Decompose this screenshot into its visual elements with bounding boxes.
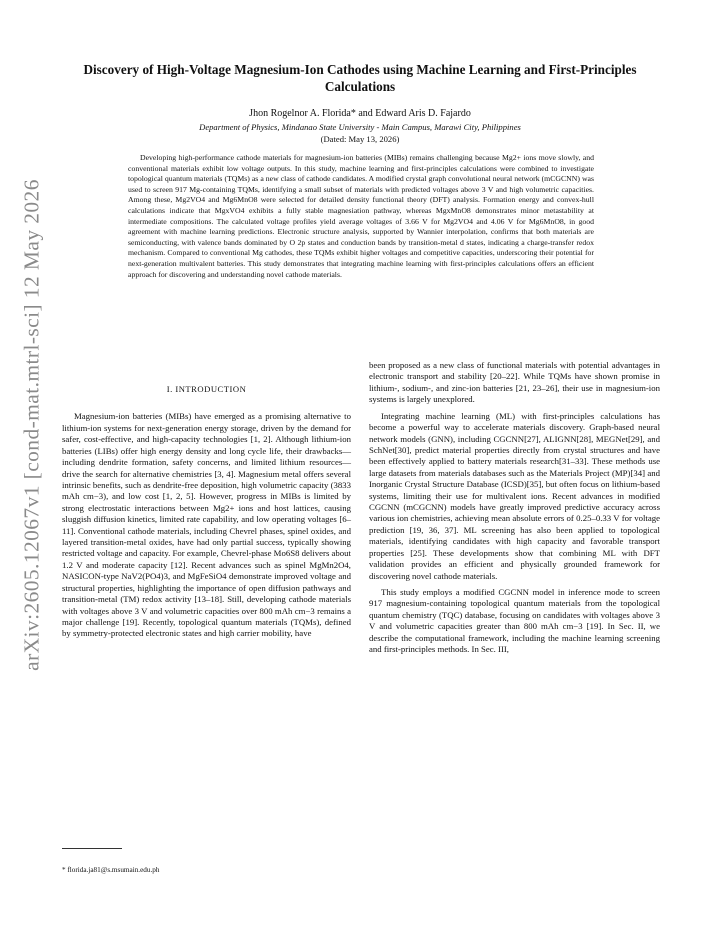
paragraph: Integrating machine learning (ML) with first-principles calculations has become a powerful way to accelerate materials discovery. Graph-based neural network models (GNN), including CGCNN[27], ALIGNN[28], MEGNet[29], and SchNet[30], predict material properties directly from crystal structures and have been effectively applied to battery materials research[31–33]. These methods use large datasets from materials databases such as the Materials Project (MP)[34] and Inorganic Crystal Structure Database (ICSD)[35], but often focus on lithium-based systems, limiting their use for multivalent ions. Recent advances in modified CGCNN (mCGCNN) models have greatly improved predictive accuracy across various ion chemistries, achieving mean absolute errors of 0.25–0.33 V for voltage prediction [19, 36, 37]. ML screening has also been applied to topological materials, identifying candidates with high capacity and favorable transport properties [25]. These developments show that combining ML with DFT validation provides an efficient and physically grounded framework for discovering novel cathode materials. (369, 410, 660, 581)
abstract: Developing high-performance cathode materials for magnesium-ion batteries (MIBs) remains challenging because Mg2+ ions move slowly, and conventional materials exhibit low voltage outputs. In this study, machine learning and first-principles calculations were combined to investigate topological quantum materials (TQMs) as a new class of cathode candidates. A modified crystal graph convolutional neural network (mCGCNN) was used to screen 917 Mg-containing TQMs, identifying a small subset of materials with predicted voltages above 3 V and high volumetric capacities. Among these, Mg2VO4 and Mg6MnO8 were selected for detailed density functional theory (DFT) analysis. Formation energy and convex-hull calculations indicate that MgxVO4 exhibits a fully stable magnesiation pathway, whereas MgxMnO8 demonstrates minor metastability at intermediate compositions. The calculated voltage profiles yield average voltages of 3.66 V for Mg2VO4 and 4.06 V for Mg6MnO8, in good agreement with machine learning predictions. Electronic structure analysis, supported by Wannier interpolation, confirms that both materials are semiconducting, with valence bands dominated by O 2p states and conduction bands by transition-metal d states, indicating a charge-transfer redox mechanism. Compared to conventional Mg cathodes, these TQMs exhibit higher voltages and competitive capacities, underscoring their potential for next-generation multivalent batteries. This study demonstrates that integrating machine learning with first-principles calculations offers an efficient approach for discovering and understanding novel cathode materials. (128, 153, 594, 279)
paragraph: been proposed as a new class of functional materials with potential advantages in electronic transport and stability [20–22]. While TQMs have shown promise in lithium-, sodium-, and zinc-ion batteries [21, 23–26], their use in magnesium-ion systems is largely unexplored. (369, 360, 660, 405)
footnote: * florida.ja81@s.msumain.edu.ph (62, 866, 160, 874)
left-column (62, 384, 351, 640)
paper-title: Discovery of High-Voltage Magnesium-Ion Cathodes using Machine Learning and First-Principles Calculations (83, 62, 637, 94)
arxiv-stamp (12, 179, 52, 671)
author-list: Jhon Rogelnor A. Florida* and Edward Aris D. Fajardo (249, 108, 471, 119)
affiliation: Department of Physics, Mindanao State University - Main Campus, Marawi City, Philippines (199, 122, 521, 132)
right-column (369, 360, 660, 656)
footnote-rule (62, 848, 122, 849)
paragraph: This study employs a modified CGCNN model in inference mode to screen 917 magnesium-containing topological quantum materials from the topological quantum chemistry (TQC) database, focusing on candidates with voltages above 3 V and volumetric capacities greater than 800 mAh cm−3 [19]. In Sec. II, we describe the computational framework, including the machine learning screening and first-principles methods. In Sec. III, (369, 587, 660, 655)
arxiv-stamp-text: arXiv:2605.12067v1 [cond-mat.mtrl-sci] 12 May 2026 (19, 179, 44, 671)
date-line: (Dated: May 13, 2026) (320, 134, 400, 144)
paragraph: Magnesium-ion batteries (MIBs) have emerged as a promising alternative to lithium-ion systems for next-generation energy storage, driven by the demand for safer, cost-effective, and high-capacity technologies [1, 2]. Although lithium-ion batteries (LIBs) offer high energy density and long cycle life, their drawbacks—including dendrite formation, safety concerns, and limited lithium resources—drive the search for alternative chemistries [3, 4]. Magnesium metal offers several intrinsic benefits, such as dendrite-free deposition, high volumetric capacity (3833 mAh cm−3), and low cost [1, 2, 5]. However, progress in MIBs is limited by strong electrostatic interactions between Mg2+ ions and host lattices, causing sluggish diffusion kinetics, limited rate capability, and low operating voltages [6–11]. Conventional cathode materials, including Chevrel phases, spinel oxides, and layered transition-metal oxides, have had only partial success, typically showing restricted voltage and capacity. For example, Chevrel-phase Mo6S8 delivers about 1.2 V and moderate capacity [12]. Recent advances such as spinel MgMn2O4, NASICON-type NaV2(PO4)3, and MgFeSiO4 demonstrate improved voltage and structural properties, highlighting the importance of open diffusion pathways and transition-metal (TM) redox activity [13–18]. Still, developing cathode materials with voltages above 3 V and volumetric capacities over 800 mAh cm−3 remains a major challenge [19]. Recently, topological quantum materials (TQMs), defined by symmetry-protected electronic states and high carrier mobility, have (62, 411, 351, 639)
section-heading: I. INTRODUCTION (166, 384, 247, 394)
